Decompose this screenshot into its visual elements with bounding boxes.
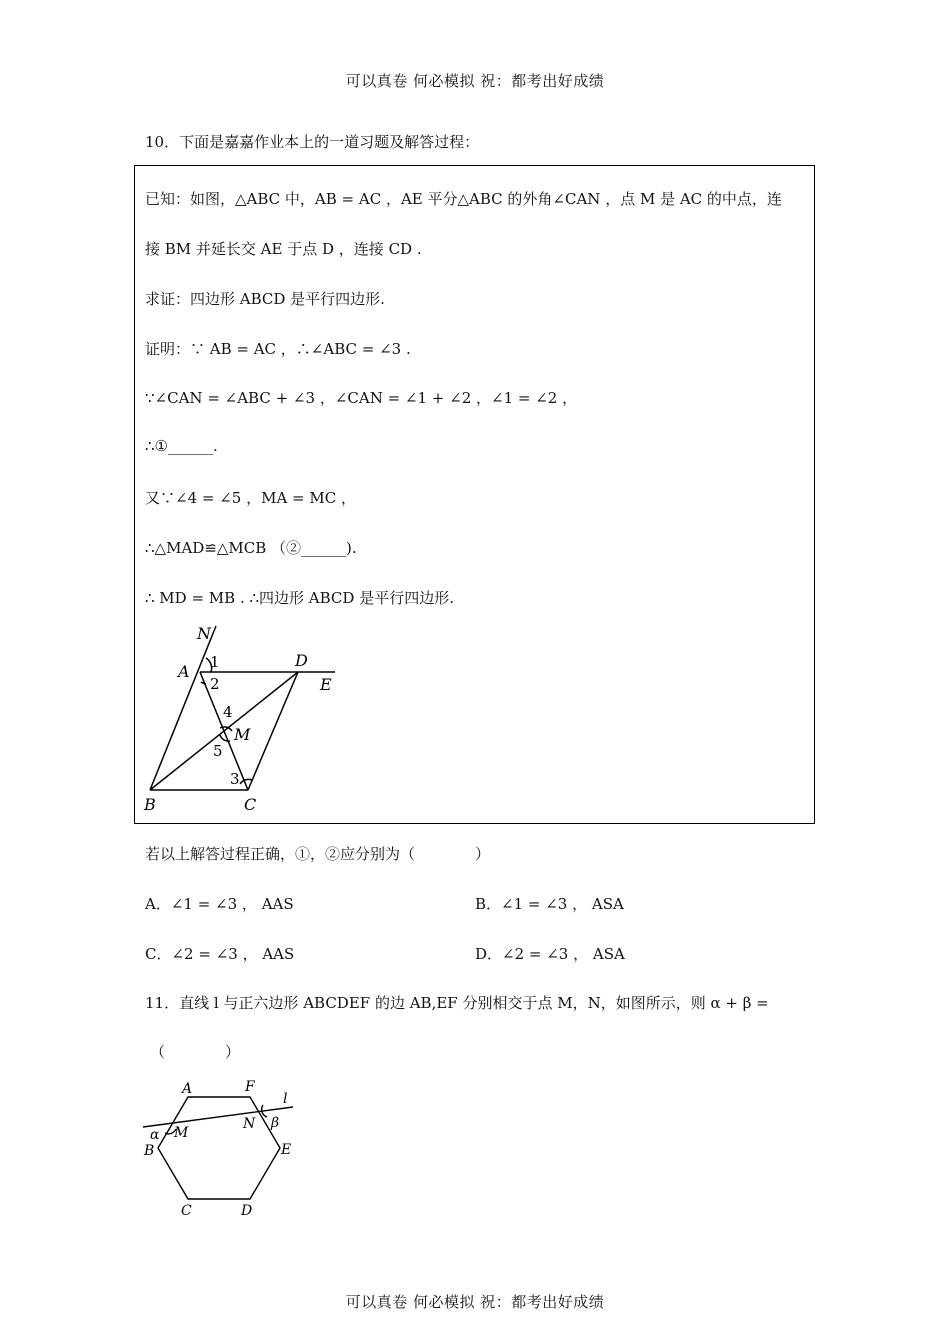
- option-b: B．∠1 = ∠3 ， ASA: [475, 895, 624, 913]
- label-angle-3: 3: [230, 770, 240, 788]
- box-line-7: 又∵∠4 = ∠5 ，MA = MC ，: [145, 489, 356, 507]
- hex-label-M: M: [174, 1125, 189, 1141]
- page-header: 可以真卷 何必模拟 祝：都考出好成绩: [345, 72, 605, 90]
- hexagon-figure: [138, 1075, 308, 1225]
- hex-label-A: A: [182, 1081, 193, 1097]
- hex-label-l: l: [283, 1091, 288, 1107]
- option-a: A．∠1 = ∠3 ， AAS: [145, 895, 294, 913]
- label-M: M: [234, 725, 251, 744]
- question-10-ask: 若以上解答过程正确，①，②应分别为（ ）: [145, 845, 491, 863]
- box-line-4: 证明：∵ AB = AC ，∴∠ABC = ∠3 .: [145, 340, 411, 358]
- label-B: B: [144, 795, 156, 814]
- parallelogram-figure: [140, 620, 350, 820]
- option-d: D．∠2 = ∠3 ， ASA: [475, 945, 625, 963]
- box-line-8: ∴△MAD≌△MCB （②______).: [145, 539, 357, 557]
- label-C: C: [244, 795, 257, 814]
- label-angle-4: 4: [223, 703, 233, 721]
- box-line-2: 接 BM 并延长交 AE 于点 D ，连接 CD .: [145, 240, 422, 258]
- option-c: C．∠2 = ∠3 ， AAS: [145, 945, 295, 963]
- label-N: N: [197, 624, 211, 643]
- label-E: E: [320, 675, 332, 694]
- label-angle-2: 2: [210, 675, 220, 693]
- box-line-1: 已知：如图，△ABC 中，AB = AC ，AE 平分△ABC 的外角∠CAN ，点 M 是 AC 的中点，连: [145, 190, 782, 208]
- question-10-stem: 10．下面是嘉嘉作业本上的一道习题及解答过程：: [145, 133, 480, 151]
- hex-label-C: C: [181, 1203, 192, 1219]
- hex-label-D: D: [241, 1203, 253, 1219]
- hex-label-N: N: [243, 1116, 256, 1132]
- question-11-blank: （ ）: [150, 1043, 241, 1061]
- box-line-9: ∴ MD = MB . ∴四边形 ABCD 是平行四边形.: [145, 589, 454, 607]
- hex-label-F: F: [245, 1079, 255, 1095]
- page-footer: 可以真卷 何必模拟 祝：都考出好成绩: [345, 1293, 605, 1311]
- hex-label-B: B: [144, 1143, 155, 1159]
- hex-label-alpha: α: [150, 1127, 160, 1143]
- hex-label-E: E: [281, 1142, 292, 1158]
- label-A: A: [178, 662, 190, 681]
- question-11-stem: 11．直线 l 与正六边形 ABCDEF 的边 AB,EF 分别相交于点 M，N，如图所示，则 α + β =: [145, 994, 769, 1012]
- label-angle-1: 1: [210, 653, 220, 671]
- box-line-6: ∴①______.: [145, 437, 218, 455]
- box-line-3: 求证：四边形 ABCD 是平行四边形.: [145, 290, 385, 308]
- label-angle-5: 5: [213, 742, 223, 760]
- hex-label-beta: β: [271, 1115, 280, 1131]
- label-D: D: [295, 651, 308, 670]
- box-line-5: ∵∠CAN = ∠ABC + ∠3 ，∠CAN = ∠1 + ∠2 ，∠1 = ∠2 ，: [145, 389, 578, 407]
